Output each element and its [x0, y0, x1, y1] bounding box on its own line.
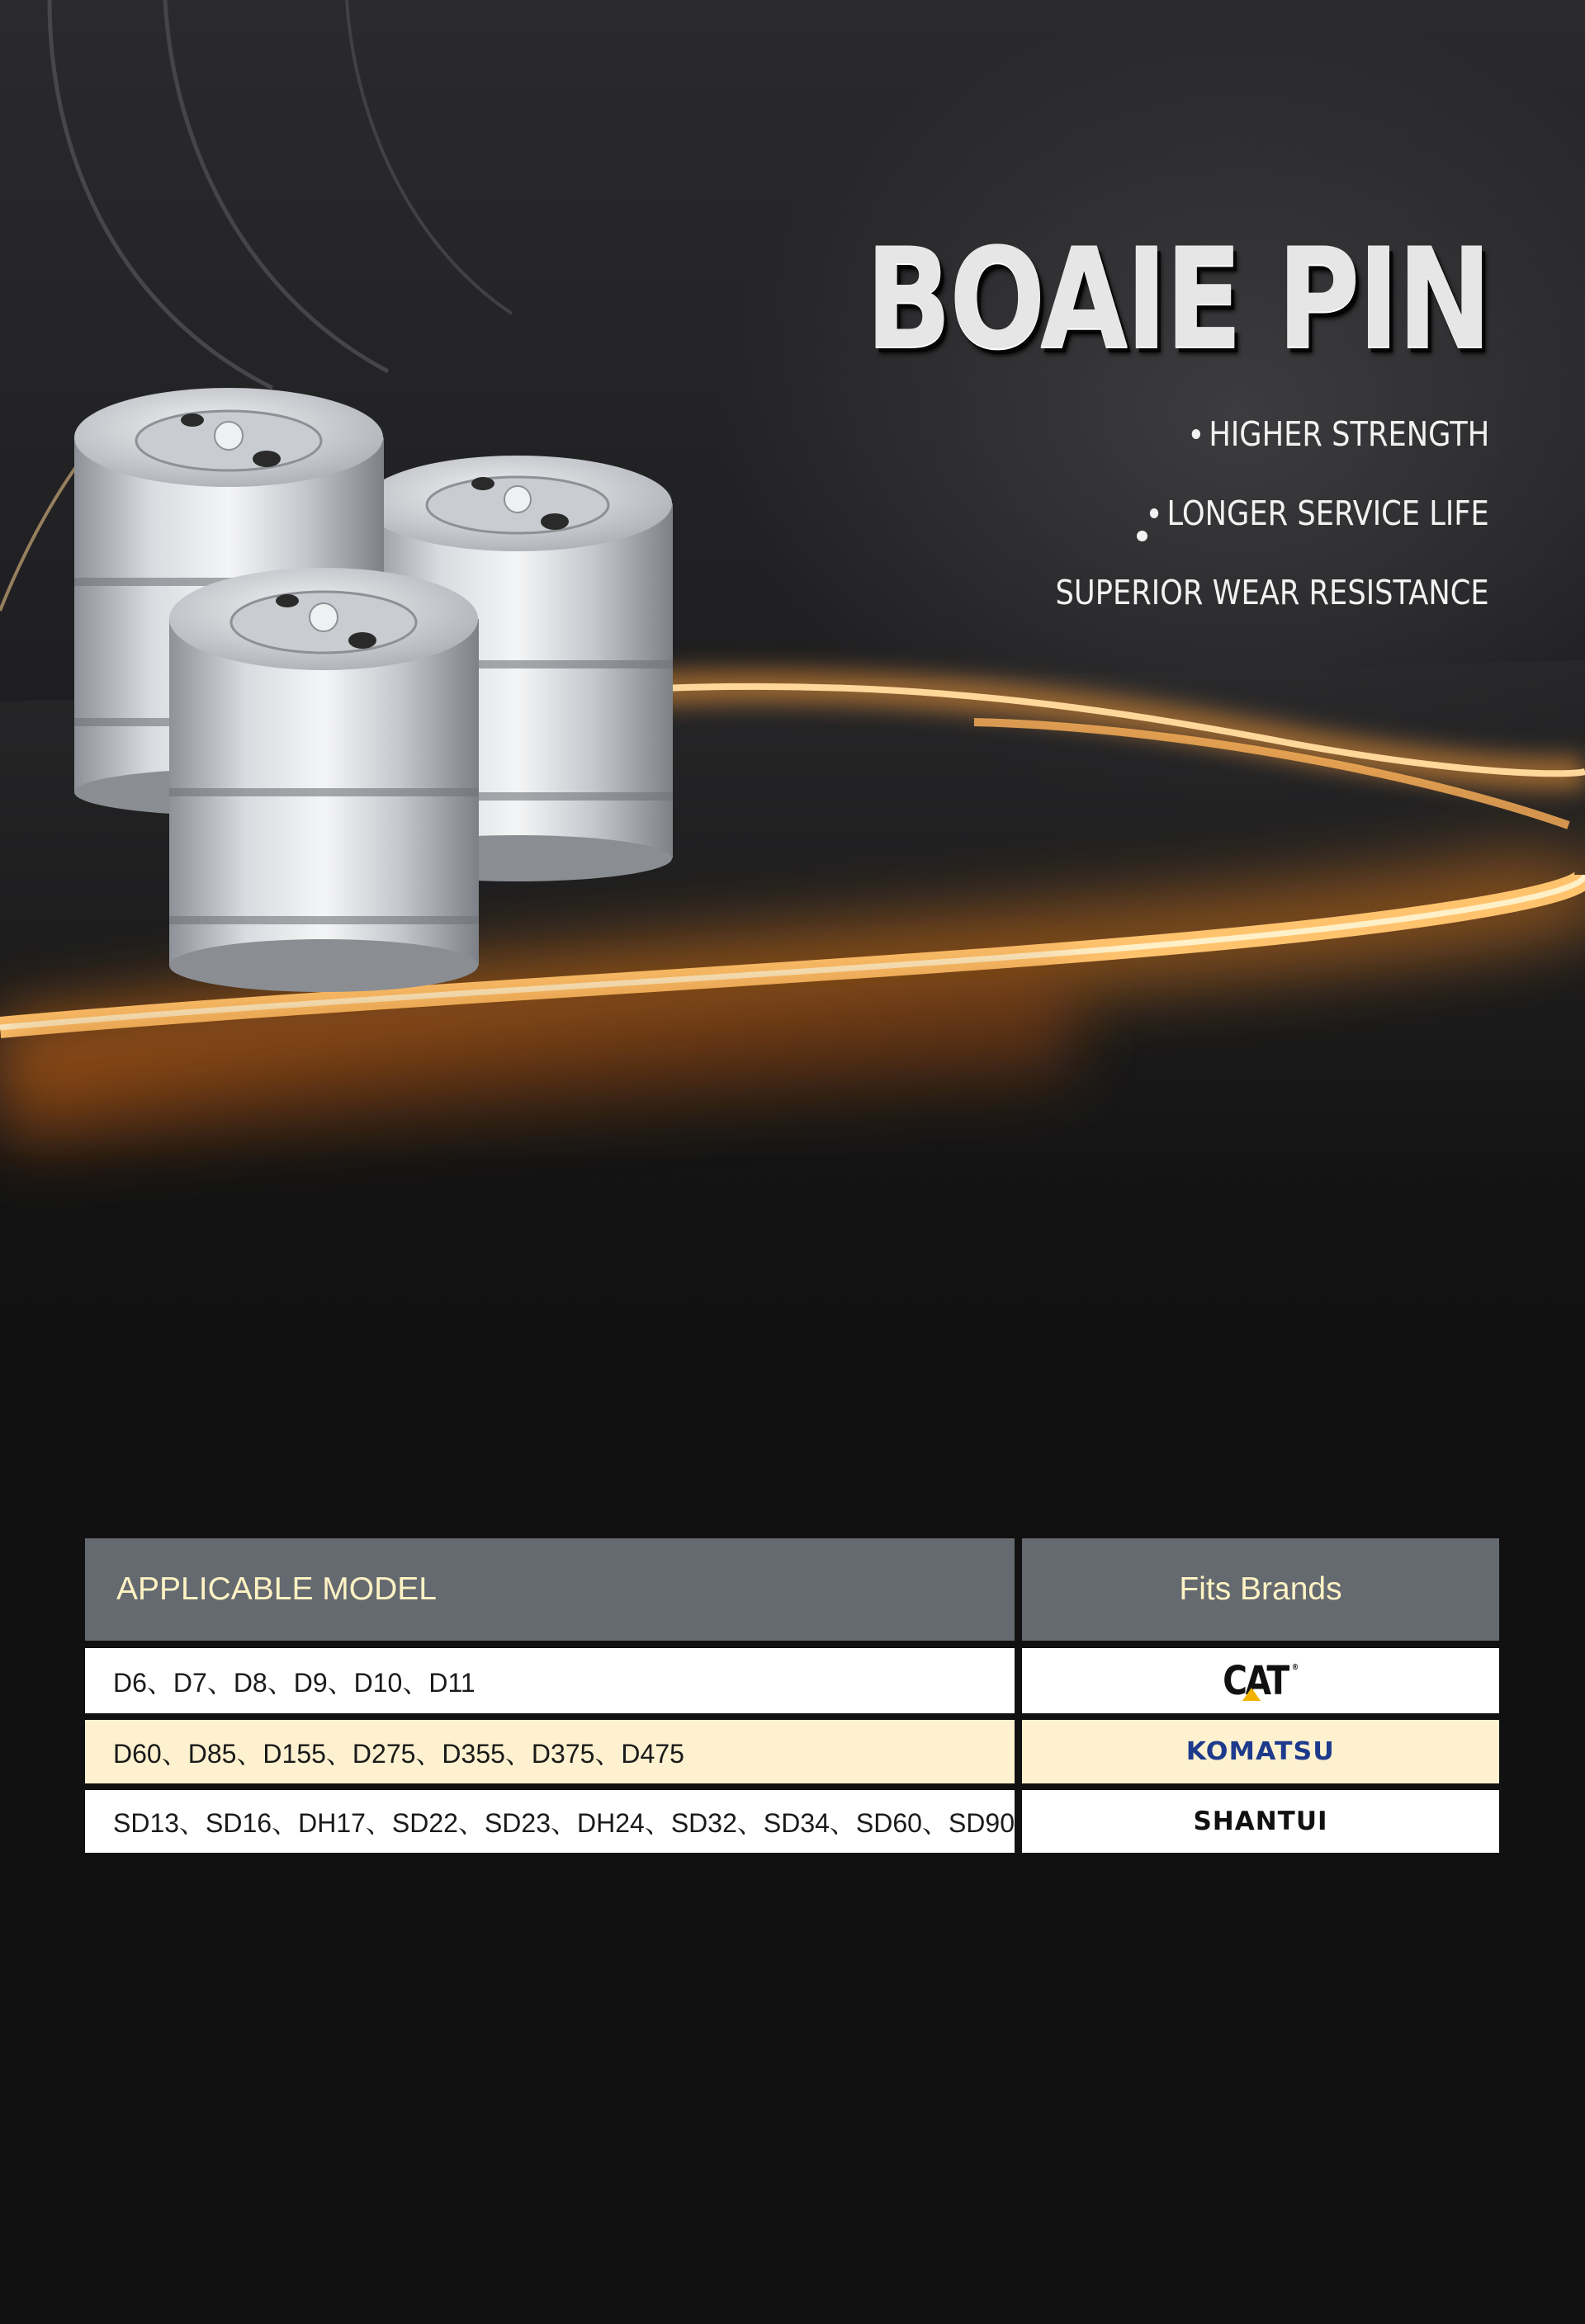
feature-superior-wear-resistance: SUPERIOR WEAR RESISTANCE: [1055, 573, 1489, 612]
header-fits-brands: Fits Brands: [1022, 1538, 1499, 1641]
table-row-komatsu-brand: [1022, 1720, 1499, 1783]
bullet-icon: [1137, 531, 1147, 541]
feature-higher-strength: HIGHER STRENGTH: [1191, 418, 1489, 451]
feature-longer-service-life: LONGER SERVICE LIFE: [1150, 497, 1489, 531]
table-row-shantui-brand: [1022, 1790, 1499, 1853]
header-applicable-model: APPLICABLE MODEL: [85, 1538, 1015, 1641]
shantui-logo: SHANTUI: [1193, 1807, 1328, 1836]
table-row-komatsu-models: D60、D85、D155、D275、D355、D375、D475: [85, 1720, 1015, 1783]
cat-logo: CAT ®: [1222, 1657, 1299, 1704]
komatsu-logo: KOMATSU: [1185, 1737, 1336, 1766]
bullet-icon: [1191, 429, 1199, 439]
bullet-icon: [1150, 508, 1158, 518]
product-title: BOAIE PIN: [864, 218, 1489, 380]
table-row-shantui-models: SD13、SD16、DH17、SD22、SD23、DH24、SD32、SD34、SD60、SD90: [85, 1790, 1015, 1853]
table-row-cat-brand: [1022, 1648, 1499, 1713]
table-row-cat-models: D6、D7、D8、D9、D10、D11: [85, 1648, 1015, 1713]
